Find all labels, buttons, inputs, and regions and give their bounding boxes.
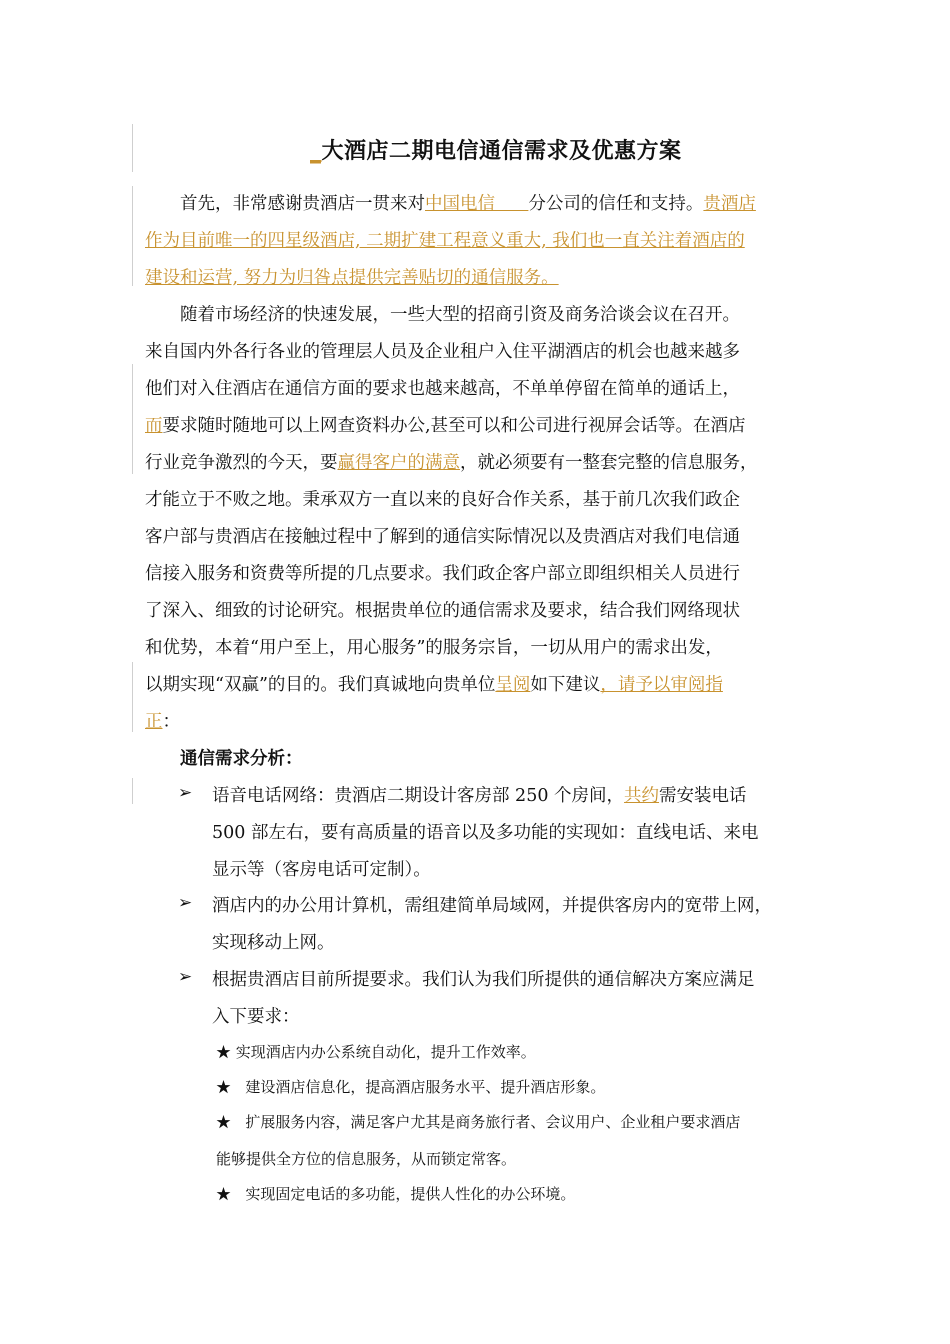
- document-title: _大酒店二期电信通信需求及优惠方案: [310, 138, 682, 164]
- body-line: 随着市场经济的快速发展，一些大型的招商引资及商务洽谈会议在召开。: [180, 305, 740, 325]
- star-icon: ★: [216, 1113, 232, 1131]
- body-line: 正：: [145, 712, 180, 732]
- list-item-line: 入下要求：: [212, 1007, 300, 1027]
- star-list-item: ★ 扩展服务内容，满足客户尤其是商务旅行者、会议用户、企业租户要求酒店: [216, 1113, 741, 1131]
- body-line: 他们对入住酒店在通信方面的要求也越来越高，不单单停留在简单的通话上，: [145, 379, 740, 399]
- list-item-line: 实现移动上网。: [212, 933, 335, 953]
- star-icon: ★: [216, 1078, 232, 1096]
- list-item: 根据贵酒店目前所提要求。我们认为我们所提供的通信解决方案应满足: [212, 970, 755, 990]
- intro-line-2: 作为目前唯一的四星级酒店, 二期扩建工程意义重大, 我们也一直关注着酒店的: [145, 231, 745, 251]
- body-line: 来自国内外各行各业的管理层人员及企业租户入住平湖酒店的机会也越来越多: [145, 342, 740, 362]
- star-icon: ★: [216, 1185, 232, 1203]
- arrow-bullet-icon: ➢: [178, 783, 193, 803]
- revision-bar: [132, 124, 133, 172]
- body-line: 才能立于不败之地。秉承双方一直以来的良好合作关系，基于前几次我们政企: [145, 490, 740, 510]
- revision-bar: [132, 662, 133, 732]
- intro-line-3: 建设和运营, 努力为归咎点提供完善贴切的通信服务。: [145, 268, 559, 288]
- star-list-item-line: 能够提供全方位的信息服务，从而锁定常客。: [216, 1150, 517, 1168]
- revision-bar: [132, 364, 133, 474]
- star-list-item: ★ 实现固定电话的多功能，提供人性化的办公环境。: [216, 1185, 576, 1203]
- revision-bar: [132, 186, 133, 286]
- list-item: 语音电话网络：贵酒店二期设计客房部 250 个房间，共约需安装电话: [212, 786, 747, 806]
- section-heading: 通信需求分析：: [180, 749, 303, 769]
- body-line: 以期实现“双赢”的目的。我们真诚地向贵单位呈阅如下建议，请予以审阅指: [145, 675, 723, 695]
- arrow-bullet-icon: ➢: [178, 893, 193, 913]
- star-list-item: ★ 建设酒店信息化，提高酒店服务水平、提升酒店形象。: [216, 1078, 606, 1096]
- list-item-line: 500 部左右，要有高质量的语音以及多功能的实现如：直线电话、来电: [212, 823, 759, 843]
- star-list-item: ★ 实现酒店内办公系统自动化，提升工作效率。: [216, 1043, 536, 1061]
- body-line: 了深入、细致的讨论研究。根据贵单位的通信需求及要求，结合我们网络现状: [145, 601, 740, 621]
- body-line: 和优势，本着“用户至上，用心服务”的服务宗旨，一切从用户的需求出发，: [145, 638, 723, 658]
- intro-line-1: 首先，非常感谢贵酒店一贯来对中国电信 分公司的信任和支持。贵酒店: [180, 194, 756, 214]
- body-line: 行业竞争激烈的今天，要赢得客户的满意，就必须要有一整套完整的信息服务，: [145, 453, 758, 473]
- arrow-bullet-icon: ➢: [178, 967, 193, 987]
- list-item-line: 显示等（客房电话可定制）。: [212, 860, 431, 880]
- star-icon: ★: [216, 1043, 232, 1061]
- revision-bar: [132, 778, 133, 804]
- list-item: 酒店内的办公用计算机，需组建简单局域网，并提供客房内的宽带上网，: [212, 896, 772, 916]
- body-line: 而要求随时随地可以上网查资料办公,甚至可以和公司进行视屏会话等。在酒店: [145, 416, 746, 436]
- body-line: 客户部与贵酒店在接触过程中了解到的通信实际情况以及贵酒店对我们电信通: [145, 527, 740, 547]
- body-line: 信接入服务和资费等所提的几点要求。我们政企客户部立即组织相关人员进行: [145, 564, 740, 584]
